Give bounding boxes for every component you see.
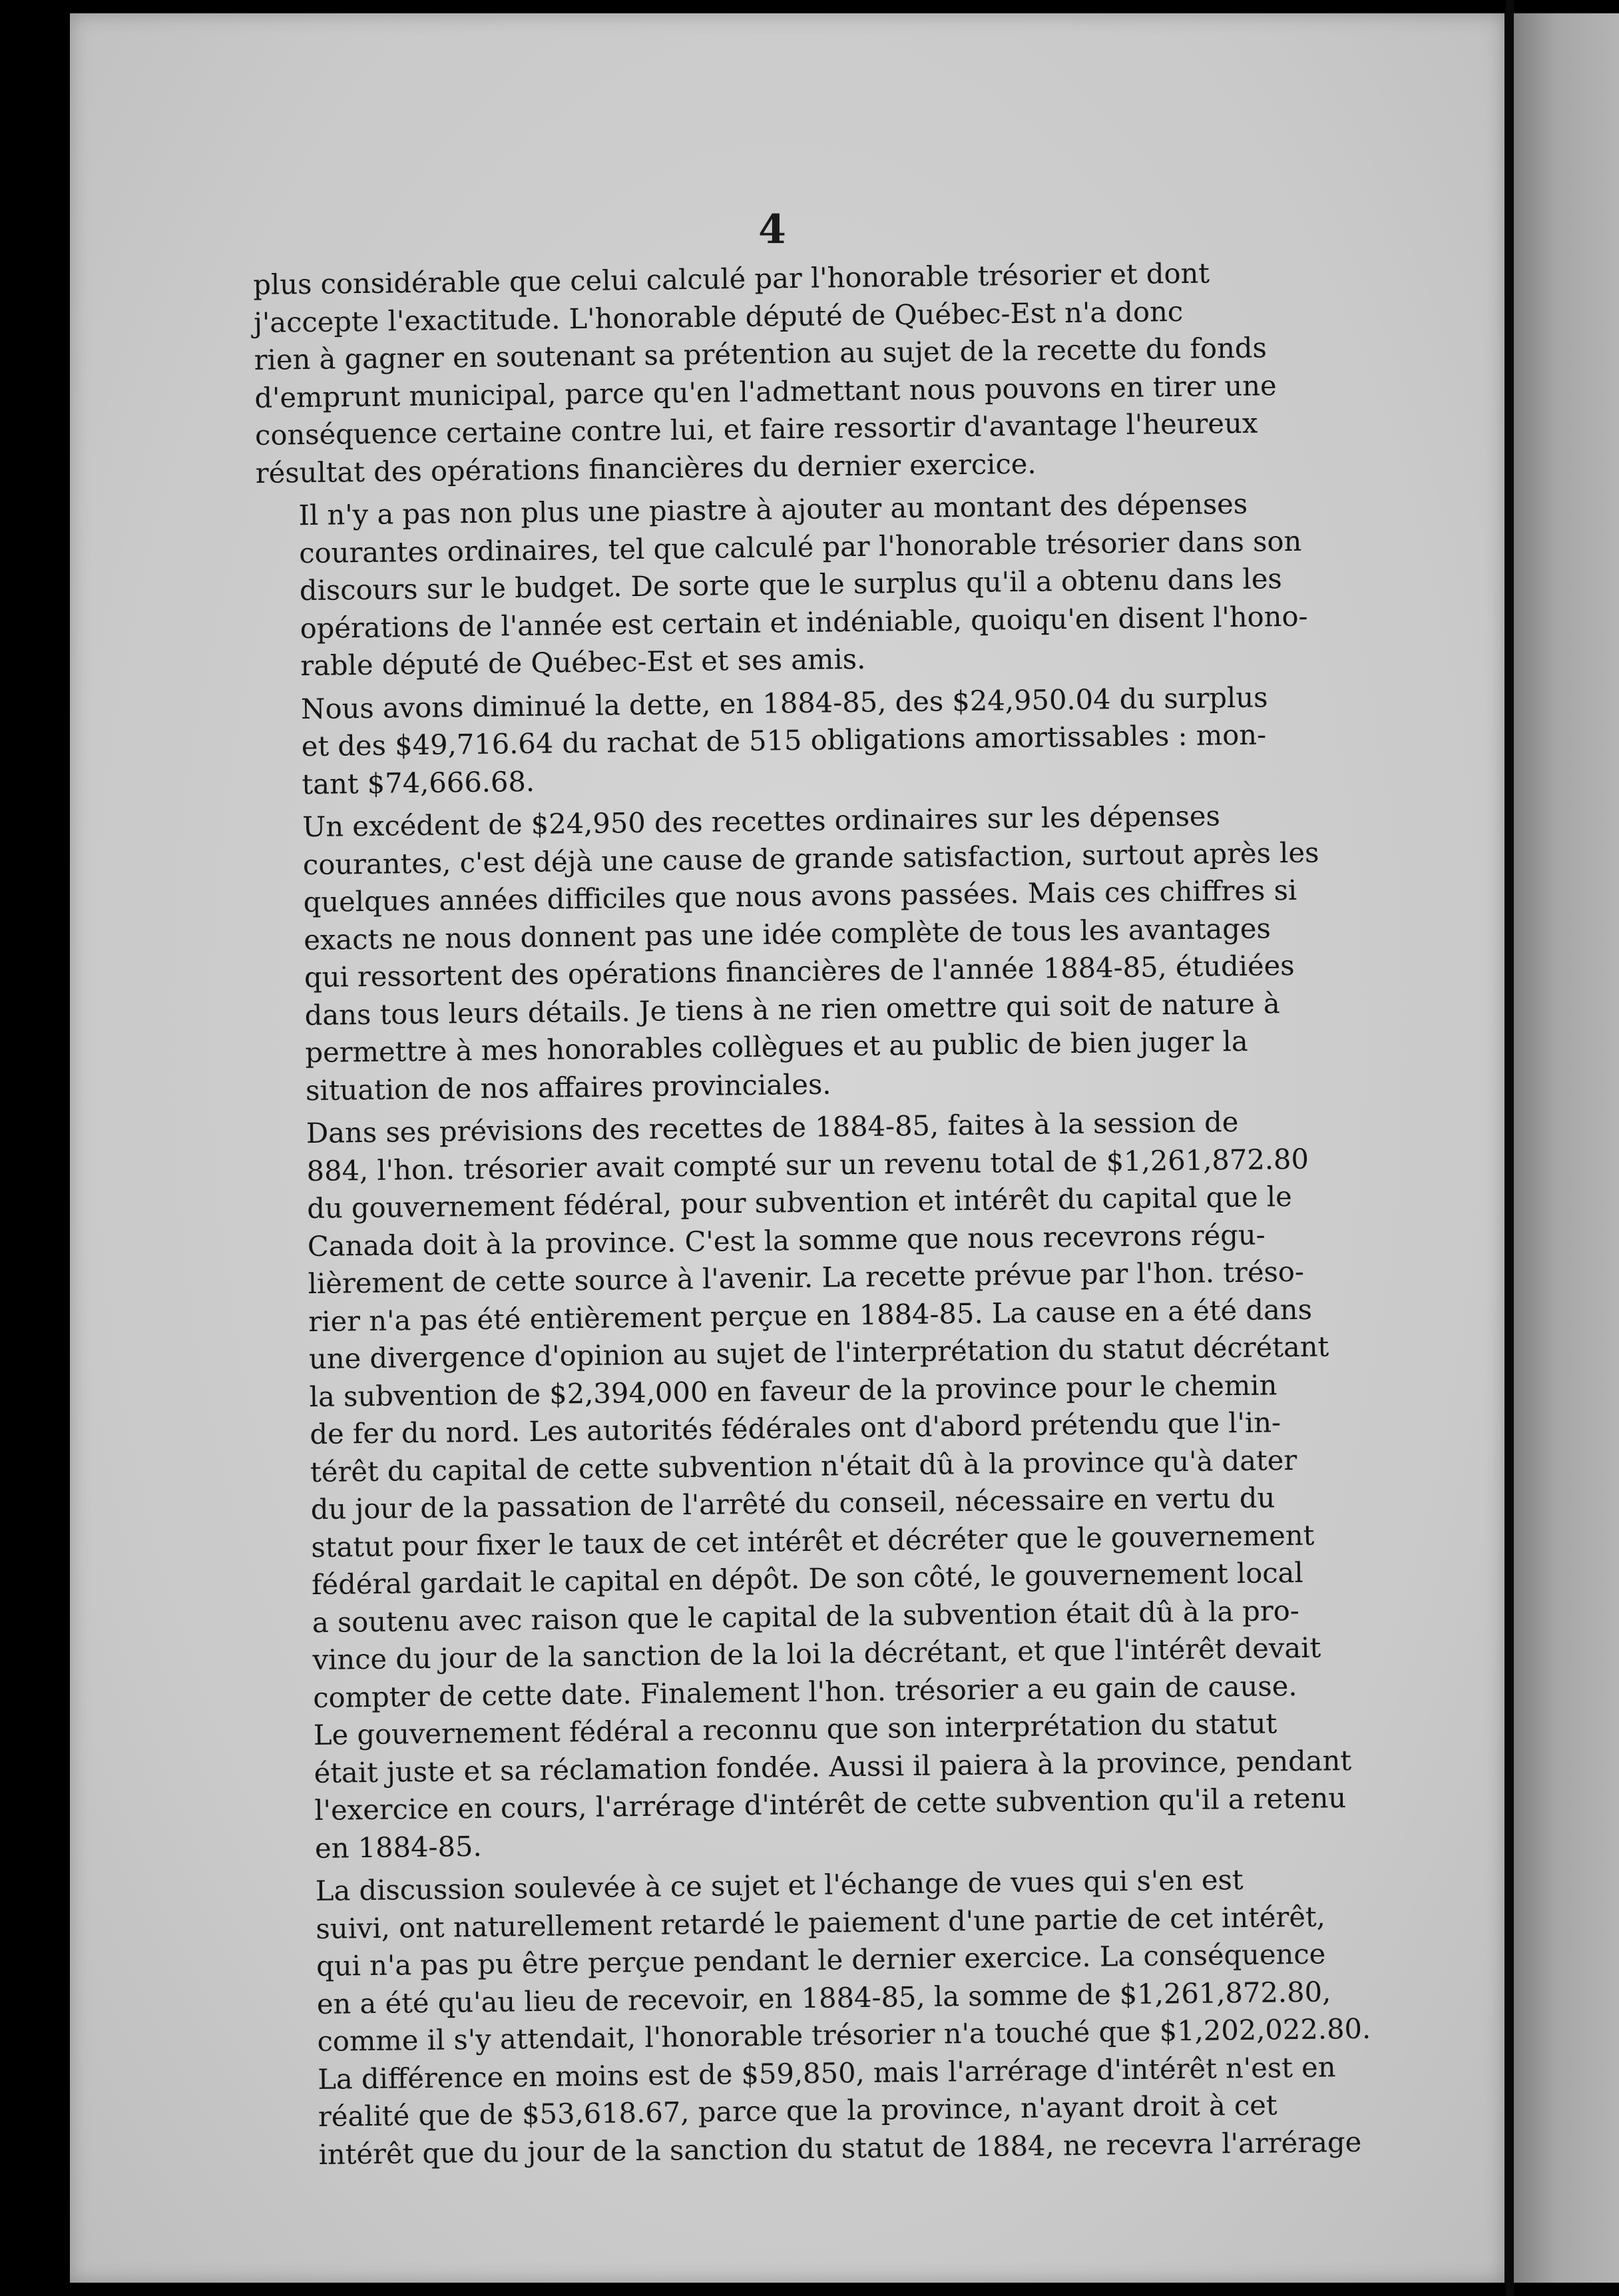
paragraph	[260, 796, 1355, 1110]
text-line: résultat des opérations financières du dernier exercice.	[255, 447, 1037, 489]
text-line: opérations de l'année est certain et indéniable, quoiqu'en disent l'hono-	[300, 599, 1308, 645]
text-line: 884, l'hon. trésorier avait compté sur un revenu total de $1,261,872.80	[306, 1142, 1309, 1187]
text-line: situation de nos affaires provinciales.	[305, 1067, 831, 1107]
text-line: suivi, ont naturellement retardé le paiement d'une partie de cet intérêt,	[316, 1900, 1326, 1945]
page-number: 4	[758, 206, 786, 253]
text-line: j'accepte l'exactitude. L'honorable député de Québec-Est n'a donc	[253, 294, 1184, 339]
text-line: du jour de la passation de l'arrêté du conseil, nécessaire en vertu du	[310, 1481, 1275, 1526]
text-line: Nous avons diminué la dette, en 1884-85, des $24,950.04 du surplus	[300, 680, 1268, 725]
paragraph	[264, 1102, 1365, 1868]
text-line: a soutenu avec raison que le capital de la subvention était dû à la pro-	[312, 1593, 1300, 1639]
text-line: compter de cette date. Finalement l'hon. trésorier a eu gain de cause.	[312, 1669, 1297, 1714]
text-line: du gouvernement fédéral, pour subvention et intérêt du capital que le	[306, 1180, 1292, 1225]
text-line: une divergence d'opinion au sujet de l'interprétation du statut décrétant	[308, 1330, 1329, 1376]
text-line: courantes, c'est déjà une cause de grande satisfaction, surtout après les	[302, 836, 1319, 881]
body-text	[253, 253, 1371, 2179]
text-line: la subvention de $2,394,000 en faveur de la province pour le chemin	[309, 1368, 1277, 1413]
text-line: de fer du nord. Les autorités fédérales ont d'abord prétendu que l'in-	[310, 1406, 1281, 1451]
adjacent-page-edge	[1514, 13, 1619, 2283]
text-line: Un excédent de $24,950 des recettes ordinaires sur les dépenses	[302, 799, 1221, 844]
text-line: réalité que de $53,618.67, parce que la province, n'ayant droit à cet	[318, 2088, 1277, 2134]
text-line: fédéral gardait le capital en dépôt. De son côté, le gouvernement local	[311, 1556, 1303, 1601]
text-line: La différence en moins est de $59,850, mais l'arrérage d'intérêt n'est en	[317, 2050, 1336, 2096]
text-line: lièrement de cette source à l'avenir. La recette prévue par l'hon. tréso-	[308, 1255, 1305, 1300]
text-line: Le gouvernement fédéral a reconnu que son interprétation du statut	[313, 1707, 1277, 1752]
text-line: La discussion soulevée à ce sujet et l'échange de vues qui s'en est	[315, 1863, 1244, 1908]
text-line: en a été qu'au lieu de recevoir, en 1884-85, la somme de $1,261,872.80,	[316, 1974, 1331, 2020]
text-line: comme il s'y attendait, l'honorable trésorier n'a touché que $1,202,022.80.	[317, 2012, 1371, 2058]
text-line: intérêt que du jour de la sanction du statut de 1884, ne recevra l'arrérage	[318, 2125, 1362, 2171]
text-line: l'exercice en cours, l'arrérage d'intérêt de cette subvention qu'il a retenu	[314, 1781, 1347, 1827]
text-line: d'emprunt municipal, parce qu'en l'admettant nous pouvons en tirer une	[254, 368, 1277, 414]
text-line: discours sur le budget. De sorte que le surplus qu'il a obtenu dans les	[299, 562, 1283, 607]
text-line: rien à gagner en soutenant sa prétention au sujet de la recette du fonds	[254, 331, 1268, 376]
text-line: Dans ses prévisions des recettes de 1884-85, faites à la session de	[306, 1105, 1239, 1150]
text-line: quelques années difficiles que nous avons passées. Mais ces chiffres si	[303, 873, 1297, 919]
paragraph	[258, 677, 1351, 804]
text-line: dans tous leurs détails. Je tiens à ne rien omettre qui soit de nature à	[304, 986, 1280, 1031]
text-line: qui n'a pas pu être perçue pendant le dernier exercice. La conséquence	[316, 1937, 1326, 1983]
paragraph	[253, 253, 1347, 492]
text-line: rier n'a pas été entièrement perçue en 1884-85. La cause en a été dans	[308, 1292, 1313, 1338]
text-line: térêt du capital de cette subvention n'était dû à la province qu'à dater	[310, 1443, 1297, 1488]
text-line: en 1884-85.	[314, 1829, 482, 1865]
text-line: Il n'y a pas non plus une piastre à ajouter au montant des dépenses	[298, 487, 1248, 532]
text-line: et des $49,716.64 du rachat de 515 obligations amortissables : mon-	[301, 718, 1267, 763]
text-line: conséquence certaine contre lui, et faire ressortir d'avantage l'heureux	[254, 406, 1258, 451]
text-line: Canada doit à la province. C'est la somme que nous recevrons régu-	[307, 1218, 1266, 1263]
text-line: qui ressortent des opérations financières de l'année 1884-85, étudiées	[304, 948, 1295, 994]
text-line: rable député de Québec-Est et ses amis.	[300, 642, 866, 683]
text-line: statut pour fixer le taux de cet intérêt et décréter que le gouvernement	[311, 1518, 1315, 1564]
text-line: exacts ne nous donnent pas une idée complète de tous les avantages	[304, 911, 1272, 956]
paragraph	[256, 484, 1349, 686]
page-gutter-shadow	[1506, 0, 1514, 2296]
text-line: était juste et sa réclamation fondée. Aussi il paiera à la province, pendant	[314, 1743, 1352, 1789]
text-line: vince du jour de la sanction de la loi la décrétant, et que l'intérêt devait	[312, 1631, 1321, 1677]
text-line: courantes ordinaires, tel que calculé par l'honorable trésorier dans son	[298, 524, 1302, 569]
text-line: permettre à mes honorables collègues et au public de bien juger la	[305, 1024, 1248, 1069]
text-line: plus considérable que celui calculé par l'honorable trésorier et dont	[253, 256, 1210, 301]
text-line: tant $74,666.68.	[302, 764, 535, 800]
paragraph	[272, 1860, 1371, 2174]
